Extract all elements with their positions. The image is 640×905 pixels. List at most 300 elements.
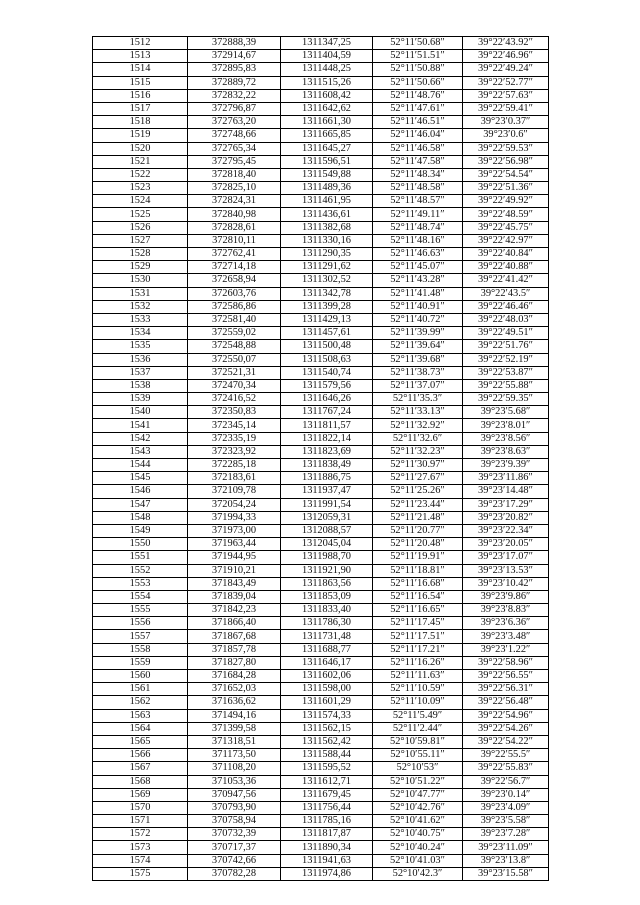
table-row xyxy=(93,89,549,102)
x-coordinate-cell: 372810,11 xyxy=(188,234,281,247)
point-number-cell: 1571 xyxy=(93,815,188,828)
x-coordinate-cell: 372795,45 xyxy=(188,155,281,168)
table-row xyxy=(93,313,549,326)
point-number-cell: 1534 xyxy=(93,327,188,340)
x-coordinate-cell: 372765,34 xyxy=(188,142,281,155)
y-coordinate-cell: 1311767,24 xyxy=(281,406,373,419)
table-row xyxy=(93,538,549,551)
table-row xyxy=(93,155,549,168)
latitude-cell: 52°11′5.49″ xyxy=(373,709,463,722)
latitude-cell: 52°11′47.58″ xyxy=(373,155,463,168)
x-coordinate-cell: 372345,14 xyxy=(188,419,281,432)
longitude-cell: 39°23′0.14″ xyxy=(463,788,549,801)
table-row xyxy=(93,577,549,590)
longitude-cell: 39°22′56.31″ xyxy=(463,683,549,696)
latitude-cell: 52°11′46.04″ xyxy=(373,129,463,142)
x-coordinate-cell: 372832,22 xyxy=(188,89,281,102)
point-number-cell: 1565 xyxy=(93,735,188,748)
latitude-cell: 52°11′35.3″ xyxy=(373,393,463,406)
latitude-cell: 52°10′59.81″ xyxy=(373,735,463,748)
table-row xyxy=(93,142,549,155)
latitude-cell: 52°11′20.77″ xyxy=(373,524,463,537)
table-row xyxy=(93,116,549,129)
table-row xyxy=(93,445,549,458)
table-row xyxy=(93,656,549,669)
longitude-cell: 39°22′49.92″ xyxy=(463,195,549,208)
x-coordinate-cell: 371108,20 xyxy=(188,762,281,775)
point-number-cell: 1573 xyxy=(93,841,188,854)
point-number-cell: 1537 xyxy=(93,366,188,379)
point-number-cell: 1528 xyxy=(93,248,188,261)
latitude-cell: 52°11′32.23″ xyxy=(373,445,463,458)
x-coordinate-cell: 372828,61 xyxy=(188,221,281,234)
y-coordinate-cell: 1311688,77 xyxy=(281,643,373,656)
point-number-cell: 1532 xyxy=(93,300,188,313)
table-row xyxy=(93,353,549,366)
x-coordinate-cell: 372109,78 xyxy=(188,485,281,498)
point-number-cell: 1527 xyxy=(93,234,188,247)
table-row xyxy=(93,432,549,445)
longitude-cell: 39°22′54.26″ xyxy=(463,722,549,735)
x-coordinate-cell: 371494,16 xyxy=(188,709,281,722)
x-coordinate-cell: 370717,37 xyxy=(188,841,281,854)
point-number-cell: 1535 xyxy=(93,340,188,353)
x-coordinate-cell: 372889,72 xyxy=(188,76,281,89)
table-row xyxy=(93,511,549,524)
longitude-cell: 39°22′49.51″ xyxy=(463,327,549,340)
x-coordinate-cell: 372895,83 xyxy=(188,63,281,76)
y-coordinate-cell: 1311661,30 xyxy=(281,116,373,129)
longitude-cell: 39°23′22.34″ xyxy=(463,524,549,537)
x-coordinate-cell: 371053,36 xyxy=(188,775,281,788)
x-coordinate-cell: 371839,04 xyxy=(188,590,281,603)
latitude-cell: 52°11′23.44″ xyxy=(373,498,463,511)
longitude-cell: 39°23′8.83″ xyxy=(463,604,549,617)
table-row xyxy=(93,630,549,643)
latitude-cell: 52°11′18.81″ xyxy=(373,564,463,577)
point-number-cell: 1564 xyxy=(93,722,188,735)
longitude-cell: 39°22′55.5″ xyxy=(463,749,549,762)
x-coordinate-cell: 370782,28 xyxy=(188,867,281,880)
y-coordinate-cell: 1311991,54 xyxy=(281,498,373,511)
x-coordinate-cell: 371173,50 xyxy=(188,749,281,762)
latitude-cell: 52°11′39.64″ xyxy=(373,340,463,353)
table-row xyxy=(93,221,549,234)
y-coordinate-cell: 1311588,44 xyxy=(281,749,373,762)
x-coordinate-cell: 372762,41 xyxy=(188,248,281,261)
point-number-cell: 1515 xyxy=(93,76,188,89)
x-coordinate-cell: 372763,20 xyxy=(188,116,281,129)
table-row xyxy=(93,63,549,76)
y-coordinate-cell: 1311679,45 xyxy=(281,788,373,801)
latitude-cell: 52°11′16.65″ xyxy=(373,604,463,617)
point-number-cell: 1531 xyxy=(93,287,188,300)
y-coordinate-cell: 1311602,06 xyxy=(281,670,373,683)
table-row xyxy=(93,248,549,261)
point-number-cell: 1556 xyxy=(93,617,188,630)
table-row xyxy=(93,498,549,511)
latitude-cell: 52°11′47.61″ xyxy=(373,102,463,115)
x-coordinate-cell: 372548,88 xyxy=(188,340,281,353)
point-number-cell: 1541 xyxy=(93,419,188,432)
latitude-cell: 52°10′47.77″ xyxy=(373,788,463,801)
point-number-cell: 1544 xyxy=(93,459,188,472)
longitude-cell: 39°23′17.29″ xyxy=(463,498,549,511)
longitude-cell: 39°22′40.88″ xyxy=(463,261,549,274)
y-coordinate-cell: 1311330,16 xyxy=(281,234,373,247)
longitude-cell: 39°23′6.36″ xyxy=(463,617,549,630)
x-coordinate-cell: 372521,31 xyxy=(188,366,281,379)
table-row xyxy=(93,234,549,247)
longitude-cell: 39°22′40.84″ xyxy=(463,248,549,261)
longitude-cell: 39°22′48.03″ xyxy=(463,313,549,326)
y-coordinate-cell: 1311823,69 xyxy=(281,445,373,458)
longitude-cell: 39°22′54.96″ xyxy=(463,709,549,722)
longitude-cell: 39°23′20.82″ xyxy=(463,511,549,524)
x-coordinate-cell: 370742,66 xyxy=(188,854,281,867)
y-coordinate-cell: 1311642,62 xyxy=(281,102,373,115)
point-number-cell: 1554 xyxy=(93,590,188,603)
longitude-cell: 39°22′56.55″ xyxy=(463,670,549,683)
table-row xyxy=(93,182,549,195)
table-row xyxy=(93,102,549,115)
y-coordinate-cell: 1311515,26 xyxy=(281,76,373,89)
latitude-cell: 52°11′17.21″ xyxy=(373,643,463,656)
x-coordinate-cell: 372350,83 xyxy=(188,406,281,419)
y-coordinate-cell: 1311290,35 xyxy=(281,248,373,261)
x-coordinate-cell: 371318,51 xyxy=(188,735,281,748)
latitude-cell: 52°11′27.67″ xyxy=(373,472,463,485)
longitude-cell: 39°23′11.86″ xyxy=(463,472,549,485)
longitude-cell: 39°22′56.98″ xyxy=(463,155,549,168)
latitude-cell: 52°11′40.91″ xyxy=(373,300,463,313)
longitude-cell: 39°22′54.22″ xyxy=(463,735,549,748)
point-number-cell: 1557 xyxy=(93,630,188,643)
y-coordinate-cell: 1312088,57 xyxy=(281,524,373,537)
latitude-cell: 52°10′41.62″ xyxy=(373,815,463,828)
latitude-cell: 52°11′48.58″ xyxy=(373,182,463,195)
latitude-cell: 52°11′30.97″ xyxy=(373,459,463,472)
point-number-cell: 1543 xyxy=(93,445,188,458)
longitude-cell: 39°23′13.53″ xyxy=(463,564,549,577)
y-coordinate-cell: 1311508,63 xyxy=(281,353,373,366)
y-coordinate-cell: 1311461,95 xyxy=(281,195,373,208)
y-coordinate-cell: 1311291,62 xyxy=(281,261,373,274)
point-number-cell: 1562 xyxy=(93,696,188,709)
x-coordinate-cell: 370758,94 xyxy=(188,815,281,828)
x-coordinate-cell: 371827,80 xyxy=(188,656,281,669)
x-coordinate-cell: 372586,86 xyxy=(188,300,281,313)
longitude-cell: 39°22′46.46″ xyxy=(463,300,549,313)
y-coordinate-cell: 1311608,42 xyxy=(281,89,373,102)
x-coordinate-cell: 370947,56 xyxy=(188,788,281,801)
x-coordinate-cell: 370732,39 xyxy=(188,828,281,841)
x-coordinate-cell: 372581,40 xyxy=(188,313,281,326)
table-row xyxy=(93,327,549,340)
table-row xyxy=(93,604,549,617)
y-coordinate-cell: 1311595,52 xyxy=(281,762,373,775)
y-coordinate-cell: 1311436,61 xyxy=(281,208,373,221)
x-coordinate-cell: 372796,87 xyxy=(188,102,281,115)
longitude-cell: 39°22′42.97″ xyxy=(463,234,549,247)
y-coordinate-cell: 1311399,28 xyxy=(281,300,373,313)
x-coordinate-cell: 372183,61 xyxy=(188,472,281,485)
point-number-cell: 1538 xyxy=(93,379,188,392)
table-row xyxy=(93,696,549,709)
point-number-cell: 1526 xyxy=(93,221,188,234)
longitude-cell: 39°23′13.8″ xyxy=(463,854,549,867)
point-number-cell: 1568 xyxy=(93,775,188,788)
table-row xyxy=(93,195,549,208)
x-coordinate-cell: 371973,00 xyxy=(188,524,281,537)
latitude-cell: 52°10′55.11″ xyxy=(373,749,463,762)
y-coordinate-cell: 1311347,25 xyxy=(281,37,373,50)
x-coordinate-cell: 370793,90 xyxy=(188,801,281,814)
point-number-cell: 1545 xyxy=(93,472,188,485)
coordinates-table xyxy=(92,36,549,881)
longitude-cell: 39°22′53.87″ xyxy=(463,366,549,379)
longitude-cell: 39°23′20.05″ xyxy=(463,538,549,551)
longitude-cell: 39°23′4.09″ xyxy=(463,801,549,814)
longitude-cell: 39°23′8.01″ xyxy=(463,419,549,432)
table-row xyxy=(93,459,549,472)
latitude-cell: 52°11′25.26″ xyxy=(373,485,463,498)
point-number-cell: 1551 xyxy=(93,551,188,564)
longitude-cell: 39°22′57.63″ xyxy=(463,89,549,102)
y-coordinate-cell: 1311302,52 xyxy=(281,274,373,287)
longitude-cell: 39°22′49.24″ xyxy=(463,63,549,76)
longitude-cell: 39°22′55.83″ xyxy=(463,762,549,775)
table-row xyxy=(93,366,549,379)
y-coordinate-cell: 1311838,49 xyxy=(281,459,373,472)
x-coordinate-cell: 372888,39 xyxy=(188,37,281,50)
point-number-cell: 1546 xyxy=(93,485,188,498)
x-coordinate-cell: 371963,44 xyxy=(188,538,281,551)
table-row xyxy=(93,749,549,762)
latitude-cell: 52°11′17.51″ xyxy=(373,630,463,643)
longitude-cell: 39°22′52.77″ xyxy=(463,76,549,89)
latitude-cell: 52°11′33.13″ xyxy=(373,406,463,419)
longitude-cell: 39°22′46.96″ xyxy=(463,50,549,63)
latitude-cell: 52°10′42.3″ xyxy=(373,867,463,880)
point-number-cell: 1522 xyxy=(93,168,188,181)
longitude-cell: 39°23′0.37″ xyxy=(463,116,549,129)
latitude-cell: 52°11′48.16″ xyxy=(373,234,463,247)
y-coordinate-cell: 1311549,88 xyxy=(281,168,373,181)
point-number-cell: 1518 xyxy=(93,116,188,129)
point-number-cell: 1542 xyxy=(93,432,188,445)
point-number-cell: 1525 xyxy=(93,208,188,221)
longitude-cell: 39°22′59.35″ xyxy=(463,393,549,406)
x-coordinate-cell: 371684,28 xyxy=(188,670,281,683)
longitude-cell: 39°22′51.36″ xyxy=(463,182,549,195)
latitude-cell: 52°11′40.72″ xyxy=(373,313,463,326)
y-coordinate-cell: 1311598,00 xyxy=(281,683,373,696)
table-row xyxy=(93,775,549,788)
longitude-cell: 39°23′9.39″ xyxy=(463,459,549,472)
y-coordinate-cell: 1311457,61 xyxy=(281,327,373,340)
point-number-cell: 1514 xyxy=(93,63,188,76)
y-coordinate-cell: 1311863,56 xyxy=(281,577,373,590)
latitude-cell: 52°11′46.58″ xyxy=(373,142,463,155)
table-row xyxy=(93,129,549,142)
table-row xyxy=(93,50,549,63)
latitude-cell: 52°10′41.03″ xyxy=(373,854,463,867)
latitude-cell: 52°11′19.91″ xyxy=(373,551,463,564)
table-row xyxy=(93,524,549,537)
longitude-cell: 39°22′43.5″ xyxy=(463,287,549,300)
table-row xyxy=(93,419,549,432)
point-number-cell: 1559 xyxy=(93,656,188,669)
longitude-cell: 39°23′5.68″ xyxy=(463,406,549,419)
point-number-cell: 1561 xyxy=(93,683,188,696)
y-coordinate-cell: 1311665,85 xyxy=(281,129,373,142)
point-number-cell: 1548 xyxy=(93,511,188,524)
y-coordinate-cell: 1311890,34 xyxy=(281,841,373,854)
x-coordinate-cell: 371910,21 xyxy=(188,564,281,577)
y-coordinate-cell: 1311596,51 xyxy=(281,155,373,168)
point-number-cell: 1536 xyxy=(93,353,188,366)
y-coordinate-cell: 1311921,90 xyxy=(281,564,373,577)
latitude-cell: 52°11′21.48″ xyxy=(373,511,463,524)
point-number-cell: 1572 xyxy=(93,828,188,841)
x-coordinate-cell: 371866,40 xyxy=(188,617,281,630)
latitude-cell: 52°10′40.24″ xyxy=(373,841,463,854)
x-coordinate-cell: 372550,07 xyxy=(188,353,281,366)
y-coordinate-cell: 1311941,63 xyxy=(281,854,373,867)
y-coordinate-cell: 1311786,30 xyxy=(281,617,373,630)
longitude-cell: 39°22′59.41″ xyxy=(463,102,549,115)
point-number-cell: 1549 xyxy=(93,524,188,537)
point-number-cell: 1552 xyxy=(93,564,188,577)
longitude-cell: 39°23′17.07″ xyxy=(463,551,549,564)
x-coordinate-cell: 372818,40 xyxy=(188,168,281,181)
y-coordinate-cell: 1311429,13 xyxy=(281,313,373,326)
longitude-cell: 39°23′11.09″ xyxy=(463,841,549,854)
latitude-cell: 52°11′16.54″ xyxy=(373,590,463,603)
longitude-cell: 39°23′10.42″ xyxy=(463,577,549,590)
longitude-cell: 39°22′58.96″ xyxy=(463,656,549,669)
longitude-cell: 39°22′43.92″ xyxy=(463,37,549,50)
point-number-cell: 1567 xyxy=(93,762,188,775)
y-coordinate-cell: 1311562,42 xyxy=(281,735,373,748)
longitude-cell: 39°23′14.48″ xyxy=(463,485,549,498)
point-number-cell: 1524 xyxy=(93,195,188,208)
y-coordinate-cell: 1311601,29 xyxy=(281,696,373,709)
table-row xyxy=(93,670,549,683)
y-coordinate-cell: 1311382,68 xyxy=(281,221,373,234)
y-coordinate-cell: 1312045,04 xyxy=(281,538,373,551)
table-row xyxy=(93,643,549,656)
y-coordinate-cell: 1311853,09 xyxy=(281,590,373,603)
x-coordinate-cell: 372714,18 xyxy=(188,261,281,274)
longitude-cell: 39°23′7.28″ xyxy=(463,828,549,841)
table-row xyxy=(93,722,549,735)
x-coordinate-cell: 372825,10 xyxy=(188,182,281,195)
latitude-cell: 52°11′45.07″ xyxy=(373,261,463,274)
table-row xyxy=(93,590,549,603)
table-row xyxy=(93,617,549,630)
point-number-cell: 1540 xyxy=(93,406,188,419)
y-coordinate-cell: 1311612,71 xyxy=(281,775,373,788)
latitude-cell: 52°11′11.63″ xyxy=(373,670,463,683)
y-coordinate-cell: 1311646,17 xyxy=(281,656,373,669)
longitude-cell: 39°23′3.48″ xyxy=(463,630,549,643)
x-coordinate-cell: 372840,98 xyxy=(188,208,281,221)
latitude-cell: 52°11′50.66″ xyxy=(373,76,463,89)
y-coordinate-cell: 1311731,48 xyxy=(281,630,373,643)
x-coordinate-cell: 371867,68 xyxy=(188,630,281,643)
point-number-cell: 1575 xyxy=(93,867,188,880)
y-coordinate-cell: 1311833,40 xyxy=(281,604,373,617)
point-number-cell: 1520 xyxy=(93,142,188,155)
y-coordinate-cell: 1311988,70 xyxy=(281,551,373,564)
x-coordinate-cell: 372335,19 xyxy=(188,432,281,445)
y-coordinate-cell: 1311811,57 xyxy=(281,419,373,432)
point-number-cell: 1512 xyxy=(93,37,188,50)
point-number-cell: 1569 xyxy=(93,788,188,801)
x-coordinate-cell: 372285,18 xyxy=(188,459,281,472)
x-coordinate-cell: 371652,03 xyxy=(188,683,281,696)
coordinates-table-body xyxy=(93,37,549,881)
latitude-cell: 52°11′16.26″ xyxy=(373,656,463,669)
x-coordinate-cell: 371944,95 xyxy=(188,551,281,564)
x-coordinate-cell: 372603,76 xyxy=(188,287,281,300)
y-coordinate-cell: 1311785,16 xyxy=(281,815,373,828)
table-row xyxy=(93,340,549,353)
x-coordinate-cell: 371842,23 xyxy=(188,604,281,617)
point-number-cell: 1517 xyxy=(93,102,188,115)
y-coordinate-cell: 1312059,31 xyxy=(281,511,373,524)
x-coordinate-cell: 371994,33 xyxy=(188,511,281,524)
table-row xyxy=(93,551,549,564)
table-row xyxy=(93,300,549,313)
x-coordinate-cell: 371857,78 xyxy=(188,643,281,656)
longitude-cell: 39°22′48.59″ xyxy=(463,208,549,221)
point-number-cell: 1560 xyxy=(93,670,188,683)
latitude-cell: 52°11′50.68″ xyxy=(373,37,463,50)
longitude-cell: 39°23′15.58″ xyxy=(463,867,549,880)
table-row xyxy=(93,867,549,880)
table-row xyxy=(93,208,549,221)
x-coordinate-cell: 372323,92 xyxy=(188,445,281,458)
y-coordinate-cell: 1311500,48 xyxy=(281,340,373,353)
latitude-cell: 52°11′32.92″ xyxy=(373,419,463,432)
x-coordinate-cell: 372748,66 xyxy=(188,129,281,142)
y-coordinate-cell: 1311574,33 xyxy=(281,709,373,722)
table-row xyxy=(93,472,549,485)
latitude-cell: 52°11′20.48″ xyxy=(373,538,463,551)
latitude-cell: 52°11′49.11″ xyxy=(373,208,463,221)
point-number-cell: 1574 xyxy=(93,854,188,867)
table-row xyxy=(93,801,549,814)
table-row xyxy=(93,406,549,419)
point-number-cell: 1553 xyxy=(93,577,188,590)
point-number-cell: 1539 xyxy=(93,393,188,406)
y-coordinate-cell: 1311342,78 xyxy=(281,287,373,300)
longitude-cell: 39°23′8.56″ xyxy=(463,432,549,445)
table-row xyxy=(93,76,549,89)
latitude-cell: 52°11′46.63″ xyxy=(373,248,463,261)
table-row xyxy=(93,168,549,181)
latitude-cell: 52°10′40.75″ xyxy=(373,828,463,841)
point-number-cell: 1555 xyxy=(93,604,188,617)
longitude-cell: 39°22′52.19″ xyxy=(463,353,549,366)
x-coordinate-cell: 372914,67 xyxy=(188,50,281,63)
point-number-cell: 1550 xyxy=(93,538,188,551)
point-number-cell: 1521 xyxy=(93,155,188,168)
x-coordinate-cell: 372658,94 xyxy=(188,274,281,287)
